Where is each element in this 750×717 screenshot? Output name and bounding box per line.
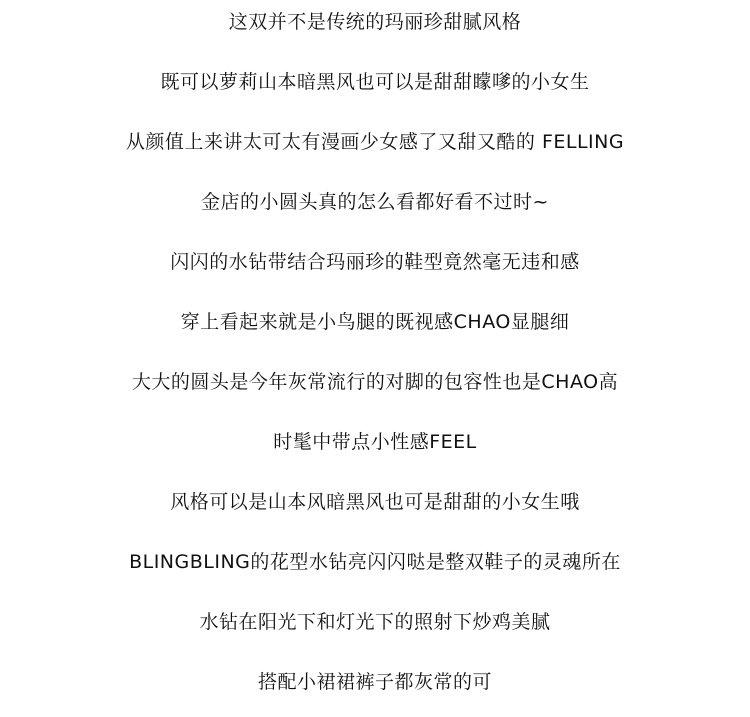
text-line: 搭配小裙裙裤子都灰常的可 <box>257 671 492 693</box>
text-line: 既可以萝莉山本暗黑风也可以是甜甜矇嗲的小女生 <box>160 71 590 93</box>
text-line: 金店的小圆头真的怎么看都好看不过时~ <box>201 191 549 213</box>
text-line: 从颜值上来讲太可太有漫画少女感了又甜又酷的 FELLING <box>125 131 625 153</box>
text-line: 这双并不是传统的玛丽珍甜腻风格 <box>228 11 522 33</box>
text-line: 风格可以是山本风暗黑风也可是甜甜的小女生哦 <box>170 491 580 513</box>
text-line: 水钻在阳光下和灯光下的照射下炒鸡美腻 <box>199 611 551 633</box>
text-line: 大大的圆头是今年灰常流行的对脚的包容性也是CHAO高 <box>131 371 619 393</box>
text-line: 时髦中带点小性感FEEL <box>273 431 477 453</box>
text-line: BLINGBLING的花型水钻亮闪闪哒是整双鞋子的灵魂所在 <box>129 551 621 573</box>
text-line: 闪闪的水钻带结合玛丽珍的鞋型竟然毫无违和感 <box>170 251 580 273</box>
text-line: 穿上看起来就是小鸟腿的既视感CHAO显腿细 <box>180 311 570 333</box>
